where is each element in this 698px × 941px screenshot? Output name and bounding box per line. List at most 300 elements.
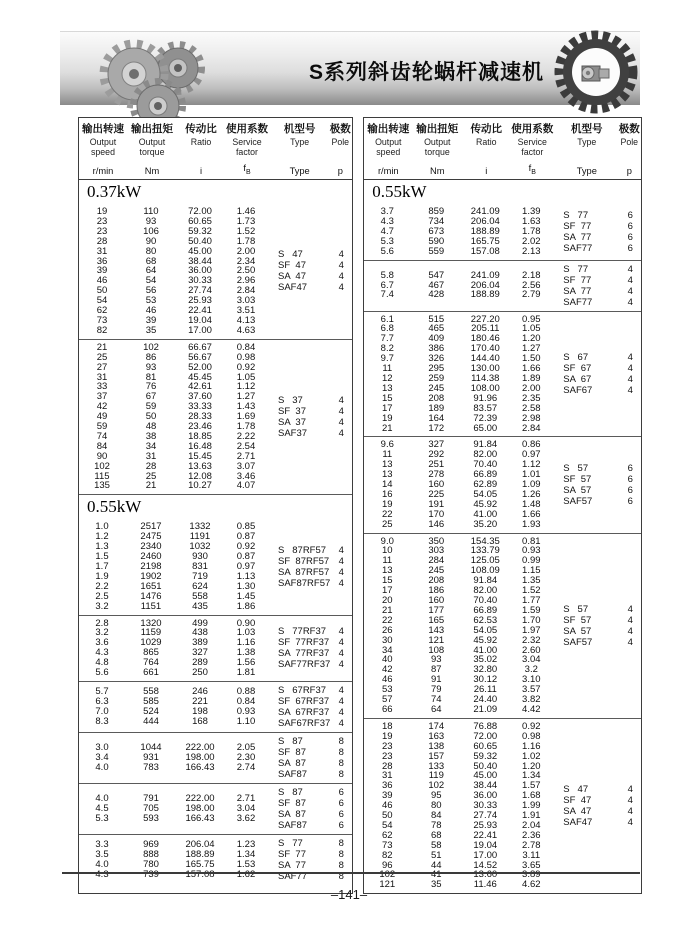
cell-speed: 121 — [379, 879, 396, 891]
cell-ratio: 108.09 — [470, 565, 500, 577]
cell-torque: 80 — [430, 800, 442, 812]
cell-torque: 25 — [145, 470, 157, 482]
cell-speed: 33 — [96, 381, 108, 393]
pole-value: 4 — [338, 706, 344, 718]
type-line — [269, 659, 352, 670]
cell-speed: 5.3 — [95, 812, 109, 824]
cell-ratio: 130.00 — [470, 363, 500, 375]
cell-factor: 2.13 — [522, 245, 541, 257]
table-row — [364, 424, 554, 434]
pole-value: 8 — [338, 768, 344, 780]
rows-block — [79, 343, 269, 492]
type-label: SF 37 — [278, 406, 306, 418]
table-group — [79, 615, 352, 681]
cell-speed: 17 — [381, 402, 393, 414]
cell-torque: 68 — [145, 255, 157, 267]
cell-ratio: 36.00 — [188, 265, 212, 277]
cell-factor: 1.05 — [522, 323, 541, 335]
cell-factor: 2.54 — [236, 440, 256, 452]
cell-factor: 1.78 — [522, 225, 541, 237]
cell-torque: 859 — [428, 206, 445, 217]
cell-torque: 133 — [428, 760, 445, 772]
cell-factor: 2.32 — [522, 634, 541, 646]
type-line — [269, 545, 352, 556]
cell-factor: 1.59 — [522, 604, 541, 616]
type-label: S 67RF37 — [278, 684, 327, 696]
type-label: SF 87RF57 — [278, 555, 330, 567]
cell-speed: 7.4 — [380, 289, 394, 301]
cell-ratio: 499 — [192, 617, 208, 629]
cell-ratio: 76.88 — [473, 720, 498, 732]
cell-ratio: 70.40 — [473, 459, 498, 471]
table-group — [364, 436, 641, 532]
cell-speed: 19 — [96, 206, 108, 217]
cell-torque: 78 — [430, 819, 442, 831]
table-body — [364, 180, 641, 893]
cell-ratio: 12.08 — [188, 470, 212, 482]
cell-factor: 3.82 — [522, 694, 541, 706]
cell-factor: 1.09 — [522, 479, 541, 491]
cell-speed: 3.6 — [95, 637, 109, 649]
type-line — [554, 352, 641, 363]
cell-factor: 1.10 — [236, 715, 256, 727]
cell-ratio: 56.67 — [188, 351, 212, 363]
cell-speed: 13 — [381, 469, 393, 481]
header-en-label: Service factor — [232, 137, 262, 157]
cell-factor: 3.57 — [522, 684, 541, 696]
cell-speed: 11 — [382, 555, 393, 567]
cell-speed: 82 — [381, 849, 393, 861]
table-row — [79, 717, 269, 727]
cell-torque: 68 — [430, 829, 442, 841]
cell-ratio: 17.00 — [473, 849, 498, 861]
cell-torque: 1902 — [140, 570, 162, 582]
cell-factor: 1.77 — [522, 595, 541, 606]
cell-ratio: 21.09 — [473, 703, 498, 715]
cell-speed: 3.4 — [95, 752, 109, 764]
cell-speed: 1.2 — [95, 531, 109, 543]
cell-speed: 31 — [96, 245, 108, 257]
cell-ratio: 17.00 — [188, 324, 212, 336]
pole-value: 4 — [627, 795, 633, 807]
cell-speed: 1.5 — [95, 551, 109, 563]
type-label: SA 77 — [563, 231, 592, 243]
rows-block — [79, 794, 269, 824]
cell-speed: 22 — [381, 508, 393, 520]
cell-speed: 12 — [381, 372, 393, 384]
type-label: SAF47 — [278, 282, 308, 294]
cell-ratio: 52.00 — [188, 361, 212, 373]
cell-factor: 2.34 — [236, 255, 256, 267]
cell-factor: 2.96 — [236, 275, 256, 287]
cell-factor: 3.07 — [236, 460, 256, 472]
pole-value: 6 — [627, 231, 633, 243]
cell-torque: 50 — [145, 411, 157, 423]
cell-ratio: 23.46 — [188, 421, 212, 433]
cell-torque: 177 — [428, 604, 445, 616]
header-zh-label: 传动比 — [185, 123, 217, 135]
cell-factor: 3.51 — [236, 305, 256, 317]
cell-speed: 19 — [381, 730, 393, 742]
cell-factor: 0.81 — [522, 535, 541, 547]
type-line — [269, 718, 352, 729]
cell-ratio: 60.65 — [188, 215, 212, 227]
cell-factor: 0.98 — [522, 730, 541, 742]
cell-factor: 4.07 — [236, 480, 256, 492]
cell-torque: 791 — [143, 793, 159, 805]
cell-ratio: 165.75 — [185, 858, 215, 870]
cell-torque: 969 — [143, 839, 159, 851]
cell-ratio: 289 — [192, 657, 208, 669]
type-label: SAF77 — [278, 870, 308, 882]
cell-factor: 4.13 — [236, 314, 256, 326]
cell-torque: 590 — [428, 235, 445, 247]
cell-ratio: 27.74 — [188, 285, 212, 297]
cell-ratio: 22.41 — [473, 829, 498, 841]
cell-speed: 6.1 — [380, 313, 394, 325]
cell-speed: 9.7 — [380, 353, 394, 365]
rows-block — [79, 619, 269, 678]
type-label: SA 67RF37 — [278, 706, 330, 718]
type-label: SF 77RF37 — [278, 637, 330, 649]
pole-value: 4 — [627, 296, 633, 308]
header-en-label: Type — [577, 137, 597, 147]
type-line — [269, 787, 352, 798]
cell-torque: 106 — [143, 225, 159, 237]
cell-factor: 2.60 — [522, 644, 541, 656]
pole-value: 8 — [338, 870, 344, 882]
header-en-label: Type — [290, 137, 310, 147]
cell-speed: 8.3 — [95, 715, 109, 727]
cell-ratio: 168 — [192, 715, 208, 727]
cell-torque: 245 — [428, 382, 445, 394]
type-label: S 87RF57 — [278, 544, 327, 556]
cell-speed: 84 — [96, 440, 108, 452]
cell-ratio: 180.46 — [470, 333, 500, 345]
type-line — [554, 615, 641, 626]
table-row — [364, 290, 554, 300]
table-group — [364, 718, 641, 893]
cell-ratio: 205.11 — [471, 323, 500, 335]
types-block — [554, 210, 641, 254]
cell-speed: 1.0 — [95, 521, 109, 533]
cell-torque: 428 — [428, 289, 445, 301]
cell-speed: 19 — [381, 412, 393, 424]
cell-speed: 22 — [381, 614, 393, 626]
type-line — [554, 363, 641, 374]
cell-factor: 1.66 — [522, 508, 541, 520]
pole-value: 6 — [627, 220, 633, 232]
cell-torque: 121 — [428, 634, 445, 646]
section-title: 0.55kW — [372, 182, 427, 201]
header-zh-label: 机型号 — [571, 123, 603, 135]
cell-ratio: 10.27 — [188, 480, 212, 492]
cell-speed: 46 — [381, 800, 393, 812]
cell-torque: 225 — [428, 488, 445, 500]
type-label: SF 47 — [278, 260, 306, 272]
cell-torque: 661 — [143, 667, 159, 679]
header-unit-label: $f_B$ — [243, 163, 251, 176]
cell-torque: 163 — [428, 730, 445, 742]
cell-speed: 21 — [381, 604, 393, 616]
cell-ratio: 222.00 — [185, 742, 215, 754]
cell-speed: 7.0 — [95, 705, 109, 717]
cell-ratio: 50.40 — [188, 235, 212, 247]
cell-speed: 21 — [381, 422, 393, 434]
type-label: S 77 — [278, 837, 303, 849]
type-label: SAF87RF57 — [278, 577, 331, 589]
cell-factor: 0.97 — [522, 449, 541, 461]
type-label: SAF77 — [563, 296, 593, 308]
header-en-label: Ratio — [190, 137, 212, 147]
cell-torque: 327 — [428, 439, 445, 451]
type-line — [554, 374, 641, 385]
cell-torque: 160 — [428, 479, 445, 491]
cell-factor: 1.53 — [236, 858, 256, 870]
cell-factor: 1.46 — [236, 206, 256, 217]
header-unit-label: r/min — [92, 166, 114, 176]
cell-factor: 1.01 — [522, 469, 541, 481]
types-block — [269, 787, 352, 831]
type-label: SF 87 — [278, 797, 306, 809]
cell-factor: 1.78 — [236, 235, 256, 247]
cell-factor: 3.04 — [236, 803, 256, 815]
cell-torque: 46 — [145, 305, 157, 317]
rows-block — [79, 743, 269, 773]
page-title: S系列斜齿轮蜗杆减速机 — [308, 61, 544, 84]
header-col-type — [270, 121, 329, 177]
cell-torque: 84 — [430, 810, 442, 822]
types-block — [554, 604, 641, 648]
cell-torque: 38 — [145, 430, 157, 442]
cell-torque: 409 — [428, 333, 445, 345]
type-line — [269, 838, 352, 849]
table-row — [79, 326, 269, 336]
cell-torque: 2475 — [140, 531, 162, 543]
pole-value: 4 — [627, 384, 633, 396]
cell-ratio: 50.40 — [473, 760, 498, 772]
pole-value: 4 — [338, 626, 344, 638]
cell-speed: 62 — [381, 829, 393, 841]
cell-factor: 2.05 — [236, 742, 256, 754]
table-row — [79, 763, 269, 773]
cell-factor: 3.03 — [236, 295, 256, 307]
footer-rule — [62, 872, 640, 874]
cell-torque: 143 — [428, 624, 445, 636]
rows-block — [79, 207, 269, 336]
type-label: SA 77 — [563, 285, 592, 297]
type-label: SAF77 — [563, 242, 593, 254]
cell-speed: 66 — [381, 703, 393, 715]
cell-speed: 54 — [381, 819, 393, 831]
cell-factor: 1.12 — [522, 459, 541, 471]
header-col-torque — [126, 121, 178, 177]
pole-value: 6 — [627, 242, 633, 254]
table-row — [79, 602, 269, 612]
cell-torque: 1320 — [140, 617, 162, 629]
cell-ratio: 114.38 — [471, 372, 500, 384]
cell-torque: 58 — [430, 839, 442, 851]
cell-ratio: 246 — [192, 686, 208, 698]
cell-torque: 278 — [428, 469, 445, 481]
cell-ratio: 41.00 — [473, 508, 498, 520]
cell-factor: 1.16 — [522, 740, 541, 752]
pole-value: 6 — [627, 209, 633, 221]
cell-factor: 1.27 — [236, 391, 256, 403]
header-unit-label: i — [199, 166, 203, 176]
cell-ratio: 30.33 — [188, 275, 212, 287]
cell-factor: 2.18 — [522, 269, 541, 281]
type-line — [554, 626, 641, 637]
type-label: S 67 — [563, 351, 589, 363]
cell-ratio: 83.57 — [473, 402, 498, 414]
cell-factor: 2.84 — [522, 422, 541, 434]
cell-ratio: 170.40 — [470, 343, 500, 355]
cell-factor: 1.27 — [522, 343, 541, 355]
cell-ratio: 37.60 — [188, 391, 212, 403]
cell-speed: 37 — [96, 391, 108, 403]
cell-ratio: 22.41 — [188, 305, 212, 317]
type-label: SA 47 — [278, 271, 306, 283]
type-label: S 87 — [278, 786, 303, 798]
table-header — [79, 118, 352, 180]
header-en-label: Output speed — [375, 137, 402, 157]
cell-torque: 172 — [428, 422, 445, 434]
cell-ratio: 221 — [192, 696, 208, 708]
cell-torque: 547 — [428, 269, 445, 281]
cell-factor: 3.62 — [236, 812, 256, 824]
cell-torque: 865 — [143, 647, 159, 659]
type-label: SAF77RF37 — [278, 659, 331, 671]
cell-ratio: 72.39 — [473, 412, 498, 424]
cell-ratio: 241.09 — [470, 269, 500, 281]
cell-ratio: 30.33 — [473, 800, 498, 812]
cell-speed: 82 — [96, 324, 108, 336]
cell-speed: 62 — [96, 305, 108, 317]
cell-ratio: 36.00 — [473, 790, 498, 802]
cell-speed: 5.3 — [380, 235, 394, 247]
type-line — [269, 820, 352, 831]
type-line — [269, 696, 352, 707]
type-label: S 77RF37 — [278, 626, 327, 638]
table-header — [364, 118, 641, 180]
cell-torque: 48 — [145, 421, 157, 433]
cell-torque: 157 — [428, 750, 445, 762]
cell-speed: 4.0 — [95, 793, 109, 805]
type-line — [269, 707, 352, 718]
pole-value: 4 — [338, 406, 344, 418]
cell-ratio: 206.04 — [185, 839, 215, 851]
cell-speed: 28 — [96, 235, 108, 247]
cell-speed: 74 — [96, 430, 108, 442]
type-line — [269, 860, 352, 871]
type-line — [554, 806, 641, 817]
pole-value: 4 — [627, 817, 633, 829]
cell-factor: 3.11 — [522, 849, 541, 861]
cell-ratio: 166.43 — [185, 812, 215, 824]
cell-ratio: 45.92 — [473, 498, 498, 510]
cell-torque: 467 — [428, 279, 445, 291]
type-label: SF 57 — [563, 614, 592, 626]
cell-factor: 1.56 — [236, 657, 256, 669]
header-zh-label: 传动比 — [470, 123, 503, 135]
table-group — [79, 519, 352, 614]
section-title: 0.55kW — [87, 497, 142, 517]
pole-value: 4 — [338, 544, 344, 556]
header-col-ratio — [178, 121, 224, 177]
gear-reducer-badge-icon — [554, 30, 638, 119]
cell-ratio: 166.43 — [185, 761, 215, 773]
cell-factor: 1.43 — [236, 401, 256, 413]
cell-speed: 28 — [381, 760, 393, 772]
cell-torque: 165 — [428, 614, 445, 626]
pole-value: 4 — [627, 625, 633, 637]
type-label: SAF57 — [563, 495, 593, 507]
cell-speed: 30 — [381, 634, 393, 646]
cell-speed: 59 — [96, 421, 108, 433]
cell-speed: 20 — [381, 595, 393, 606]
table-row — [79, 668, 269, 678]
cell-ratio: 250 — [192, 667, 208, 679]
header-unit-label: Type — [289, 166, 310, 176]
type-label: S 57 — [563, 603, 589, 615]
cell-ratio: 1032 — [189, 541, 211, 553]
type-line — [554, 297, 641, 308]
cell-torque: 74 — [430, 694, 442, 706]
cell-factor: 1.66 — [522, 363, 541, 375]
cell-speed: 42 — [381, 664, 393, 676]
cell-factor: 1.23 — [236, 839, 256, 851]
cell-factor: 0.86 — [522, 439, 541, 451]
type-label: SF 57 — [563, 473, 592, 485]
cell-ratio: 157.08 — [185, 868, 215, 880]
pole-value: 4 — [338, 428, 344, 440]
pole-value: 6 — [627, 484, 633, 496]
type-line — [269, 417, 352, 428]
type-line — [554, 264, 641, 275]
cell-speed: 6.8 — [380, 323, 394, 335]
pole-value: 4 — [338, 717, 344, 729]
cell-speed: 57 — [381, 694, 393, 706]
cell-speed: 40 — [381, 654, 393, 666]
cell-ratio: 25.93 — [188, 295, 212, 307]
header-en-label: Service factor — [517, 137, 547, 157]
cell-speed: 23 — [96, 215, 108, 227]
cell-ratio: 1191 — [189, 531, 211, 543]
table-body — [79, 180, 352, 893]
header-unit-label: r/min — [377, 166, 399, 176]
cell-speed: 10 — [381, 545, 393, 557]
pole-value: 4 — [338, 577, 344, 589]
table-group — [79, 339, 352, 495]
table-group — [364, 260, 641, 311]
type-line — [269, 271, 352, 282]
type-line — [554, 784, 641, 795]
cell-speed: 54 — [96, 295, 108, 307]
cell-torque: 108 — [428, 644, 445, 656]
cell-speed: 27 — [96, 361, 108, 373]
cell-factor: 2.30 — [236, 752, 256, 764]
cell-speed: 31 — [381, 770, 393, 782]
cell-factor: 1.16 — [236, 637, 256, 649]
cell-factor: 1.86 — [236, 600, 256, 612]
cell-torque: 673 — [428, 225, 445, 237]
cell-torque: 76 — [145, 381, 157, 393]
type-line — [269, 648, 352, 659]
cell-torque: 705 — [143, 803, 159, 815]
cell-speed: 25 — [96, 351, 108, 363]
type-line — [269, 736, 352, 747]
